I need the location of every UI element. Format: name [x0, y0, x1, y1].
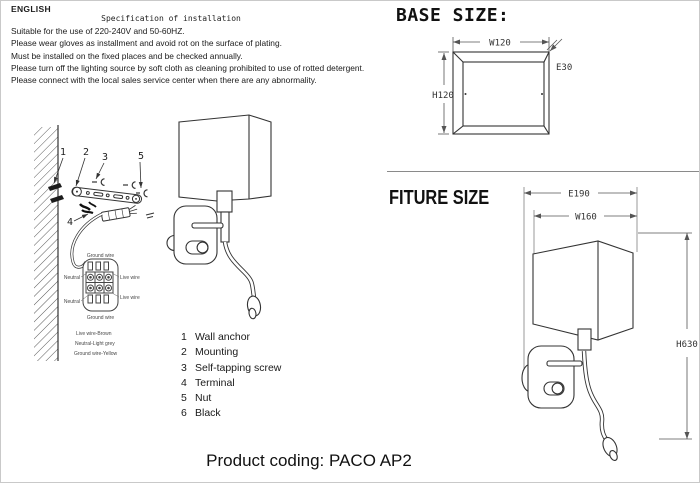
- part-label: Wall anchor: [195, 331, 251, 343]
- parts-list-item: [181, 391, 281, 406]
- lamp-shade: [533, 241, 633, 340]
- part-number: 3: [181, 361, 187, 374]
- fixture-lamp-drawing: [522, 241, 633, 462]
- wire-label-ground-bottom: Ground wire: [86, 315, 115, 321]
- callout-1: 1: [59, 147, 67, 158]
- callout-4: 4: [66, 217, 74, 228]
- terminal-connector: [101, 205, 138, 221]
- shade-stem: [578, 329, 591, 350]
- part-number: 6: [181, 407, 187, 420]
- wire-label-neutral-top: Neutral: [63, 275, 80, 281]
- fixture-size-diagram: [506, 179, 700, 471]
- wire-legend-live: Live wire-Brown: [76, 331, 112, 337]
- fixture-height-dim-label: H630: [676, 340, 698, 350]
- base-size-diagram: [416, 31, 611, 143]
- parts-list-item: [181, 330, 281, 345]
- part-label: Terminal: [195, 376, 235, 389]
- part-number: 2: [181, 346, 187, 359]
- base-plate-drawing: [453, 52, 549, 134]
- part-label: Mounting: [195, 346, 239, 359]
- fiture-size-title: FITURE SIZE: [389, 187, 490, 209]
- wall-plate: [528, 346, 574, 408]
- part-label: Nut: [195, 392, 212, 405]
- parts-list-item: [181, 345, 281, 360]
- part-number: 1: [181, 331, 187, 343]
- language-heading: ENGLISH: [11, 4, 51, 14]
- base-edge-dim-label: E30: [556, 63, 573, 73]
- fixture-extension-dim-label: E190: [568, 189, 590, 200]
- part-number: 5: [181, 392, 187, 405]
- support-rod: [547, 361, 582, 366]
- terminal-wires: [80, 202, 96, 213]
- callout-3: 3: [101, 152, 109, 163]
- part-label: Self-tapping screw: [195, 361, 282, 374]
- shade-stem: [217, 191, 232, 212]
- part-label: Black: [195, 407, 221, 420]
- gooseneck-arm: [225, 242, 254, 301]
- wire-legend-ground: Ground wire-Yellow: [74, 351, 118, 357]
- callout-2: 2: [82, 147, 90, 158]
- spec-subheading: Specification of installation: [101, 14, 241, 23]
- callout-5: 5: [137, 151, 145, 162]
- wire-label-ground-top: Ground wire: [86, 253, 115, 259]
- support-rod: [192, 223, 223, 228]
- parts-list-item: [181, 406, 281, 421]
- wire-label-live-top: Live wire: [120, 275, 140, 281]
- instruction-line: Please wear gloves as installment and avoid rot on the surface of plating.: [11, 38, 282, 49]
- wall-plate: [174, 206, 217, 264]
- wall-section: [34, 125, 67, 361]
- nut: [144, 190, 148, 197]
- switch-button: [552, 383, 563, 394]
- gooseneck-arm: [584, 351, 607, 441]
- lamp-shade: [179, 115, 271, 201]
- fixture-width-dim-label: W160: [575, 212, 597, 223]
- section-divider-line: [387, 171, 700, 172]
- base-height-dim-label: H120: [432, 91, 454, 101]
- wire-label-neutral-bottom: Neutral: [63, 299, 80, 305]
- terminal-block: [81, 259, 119, 311]
- part-number: 4: [181, 376, 187, 389]
- switch-button: [197, 242, 208, 253]
- wire-legend-neutral: Neutral-Light grey: [75, 341, 115, 347]
- screw-hole-dot: [465, 93, 467, 95]
- instruction-line: Suitable for the use of 220-240V and 50-60HZ.: [11, 26, 185, 36]
- instruction-line: Please connect with the local sales service center when there are any abnormality.: [11, 75, 317, 86]
- instruction-line: Must be installed on the fixed places and be checked annually.: [11, 50, 243, 61]
- base-size-title: BASE SIZE:: [396, 5, 510, 26]
- parts-list-item: [181, 376, 281, 391]
- instruction-list: [11, 25, 391, 86]
- parts-list-item: [181, 361, 281, 376]
- lamp-drawing: [167, 115, 271, 319]
- screw-hole-dot: [541, 93, 543, 95]
- instruction-line: Please turn off the lighting source by soft cloth as cleaning prohibited to use of rotted detergent.: [11, 62, 365, 73]
- product-coding: Product coding: PACO AP2: [206, 451, 412, 470]
- base-width-dim-label: W120: [489, 38, 511, 49]
- mounting-bracket: [71, 187, 142, 204]
- parts-list: [181, 330, 281, 422]
- wire-label-live-bottom: Live wire: [120, 295, 140, 301]
- assembled-lamp-illustration: [149, 109, 294, 334]
